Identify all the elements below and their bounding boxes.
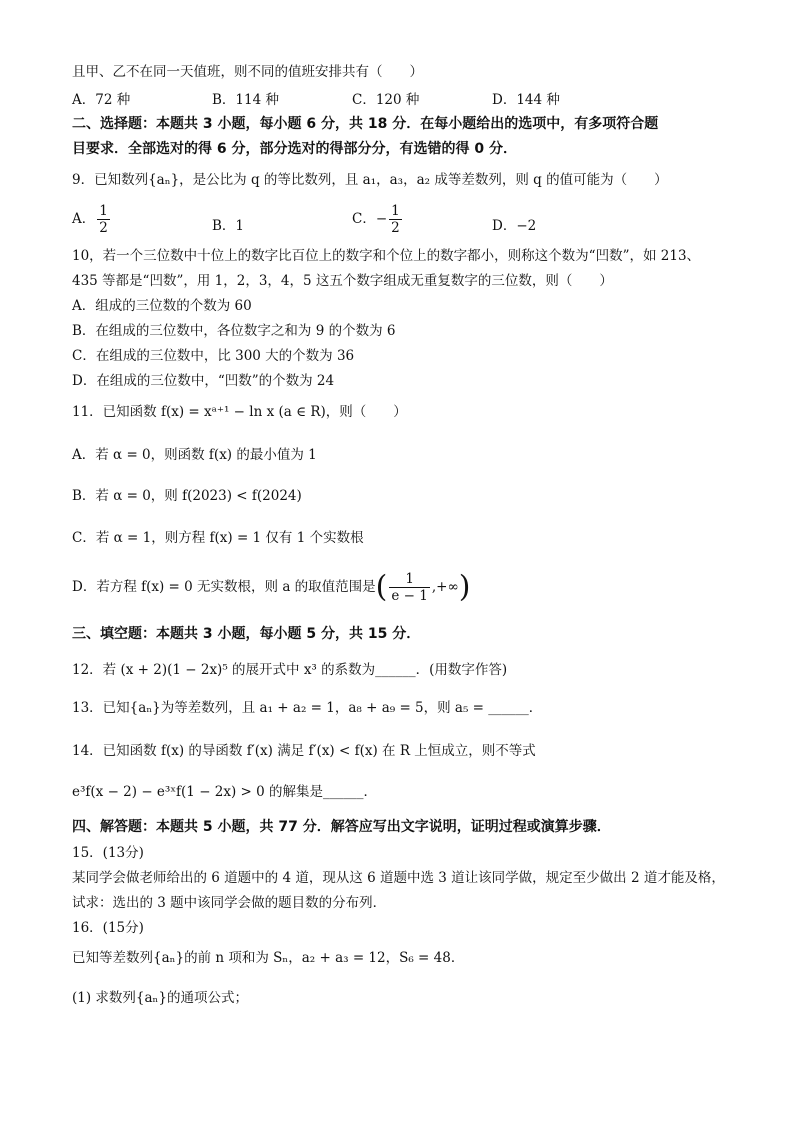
left-paren: ( [375,569,388,605]
q10-line2: 435 等都是“凹数”，用 1，2，3，4，5 这五个数字组成无重复数字的三位数，则（ ） [72,273,613,289]
q8-line: 且甲、乙不在同一天值班，则不同的值班安排共有（ ） [72,64,423,80]
q9-option-d: D．−2 [492,218,537,234]
fraction-numerator: 1 [391,203,400,219]
q11-option-d [72,571,470,604]
q16-subquestion-1: (1) 求数列{aₙ}的通项公式； [72,990,248,1006]
q11-option-d-text: D．若方程 f(x) = 0 无实数根，则 a 的取值范围是 [72,579,376,595]
q12: 12．若 (x + 2)(1 − 2x)⁵ 的展开式中 x³ 的系数为______．(用数字作答) [72,662,508,678]
q10-option-a: A．组成的三位数的个数为 60 [72,298,252,314]
q11-option-b: B．若 α = 0，则 f(2023) < f(2024) [72,488,302,504]
section2-heading-line1: 二、选择题：本题共 3 小题，每小题 6 分，共 18 分．在每小题给出的选项中，有多项符合题 [72,116,659,132]
q10-line1: 10，若一个三位数中十位上的数字比百位上的数字和个位上的数字都小，则称这个数为“凹数”，如 213、 [72,248,701,264]
q11-option-d-upper: ,+∞ [431,579,459,595]
q9-option-a-fraction [97,203,110,236]
q9-option-a [72,203,112,236]
q14-line2: e³f(x − 2) − e³ˣf(1 − 2x) > 0 的解集是______． [72,784,378,800]
section4-heading: 四、解答题：本题共 5 小题，共 77 分．解答应写出文字说明，证明过程或演算步骤． [72,819,611,835]
q8-option-a: A．72 种 [72,92,131,108]
q9-option-c-fraction [389,203,402,236]
q16-line1: 已知等差数列{aₙ}的前 n 项和为 Sₙ，a₂ + a₃ = 12，S₆ = 48． [72,950,465,966]
q15-line1: 某同学会做老师给出的 6 道题中的 4 道，现从这 6 道题中选 3 道让该同学做，规定至少做出 2 道才能及格， [72,870,725,886]
q15-score: 15．(13分) [72,845,144,861]
q16-score: 16．(15分) [72,920,144,936]
q9-option-b: B．1 [212,218,245,234]
fraction-numerator: 1 [99,203,108,219]
q11-option-a: A．若 α = 0，则函数 f(x) 的最小值为 1 [72,447,317,463]
right-paren: ) [458,569,471,605]
fraction-denominator: 2 [391,220,400,236]
q8-option-c: C．120 种 [352,92,420,108]
q15-line2: 试求：选出的 3 题中该同学会做的题目数的分布列． [72,895,387,911]
q11-stem: 11．已知函数 f(x) = xᵃ⁺¹ − ln x (a ∈ R)，则（ ） [72,404,407,420]
q11-option-d-fraction [389,571,429,604]
section3-heading: 三、填空题：本题共 3 小题，每小题 5 分，共 15 分． [72,626,421,642]
q9-option-c-label: C．− [352,211,388,227]
fraction-numerator: 1 [389,571,429,588]
fraction-denominator: e − 1 [391,588,428,604]
fraction-denominator: 2 [99,220,108,236]
q10-option-d: D．在组成的三位数中，“凹数”的个数为 24 [72,373,335,389]
section2-heading-line2: 目要求．全部选对的得 6 分，部分选对的得部分分，有选错的得 0 分． [72,141,517,157]
q9-option-a-label: A． [72,211,96,227]
q9-stem: 9．已知数列{aₙ}，是公比为 q 的等比数列，且 a₁，a₃，a₂ 成等差数列，则 q 的值可能为（ ） [72,172,668,188]
q8-option-d: D．144 种 [492,92,560,108]
q8-option-b: B．114 种 [212,92,279,108]
q13: 13．已知{aₙ}为等差数列，且 a₁ + a₂ = 1，a₈ + a₉ = 5，则 a₅ = ______． [72,700,543,716]
q10-option-c: C．在组成的三位数中，比 300 大的个数为 36 [72,348,355,364]
q9-option-c [352,203,404,236]
q10-option-b: B．在组成的三位数中，各位数字之和为 9 的个数为 6 [72,323,396,339]
q11-option-c: C．若 α = 1，则方程 f(x) = 1 仅有 1 个实数根 [72,530,364,546]
q14-line1: 14．已知函数 f(x) 的导函数 f′(x) 满足 f′(x) < f(x) 在 R 上恒成立，则不等式 [72,743,536,759]
